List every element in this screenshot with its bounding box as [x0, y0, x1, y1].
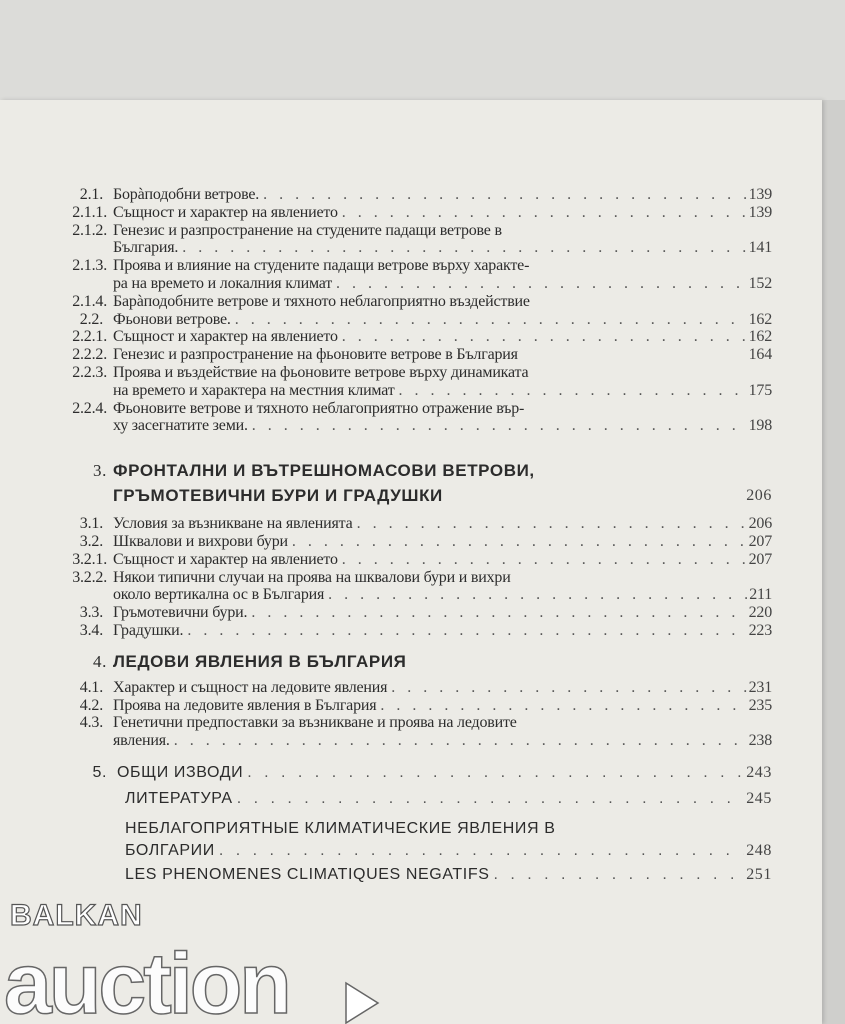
dot-leader	[182, 239, 746, 257]
section-number: 3.2.	[79, 532, 103, 550]
entry-title: Проява и влияние на студените падащи ветрове върху характе-	[113, 257, 530, 275]
page-number: 207	[748, 532, 772, 550]
entry-title: Характер и същност на ледовите явления	[113, 678, 388, 696]
toc-entry	[30, 697, 772, 715]
entry-line	[113, 382, 772, 400]
toc-entry	[30, 346, 772, 364]
entry-line	[113, 586, 772, 604]
entry-line	[125, 864, 772, 886]
dot-leader	[342, 551, 747, 569]
section-number: 3.4.	[79, 621, 103, 639]
entry-line	[113, 239, 772, 257]
page-number: 238	[748, 732, 772, 750]
section-number: 3.1.	[79, 515, 103, 533]
page-number: 223	[748, 621, 772, 639]
page-number: 162	[748, 310, 772, 328]
section-number: 3.3.	[79, 604, 103, 622]
section-number: 2.1.4.	[72, 292, 107, 310]
entry-line	[113, 204, 772, 222]
dot-leader	[493, 864, 744, 886]
page-number: 152	[748, 274, 772, 292]
toc-entry	[30, 604, 772, 622]
entry-title: Същност и характер на явлението	[113, 328, 338, 346]
entry-title: LES PHENOMENES CLIMATIQUES NEGATIFS	[125, 865, 490, 883]
entry-line	[113, 533, 772, 551]
section-number: 4.1.	[79, 678, 103, 696]
toc-entry	[30, 652, 772, 671]
entry-title: Гръмотевични бури.	[113, 604, 248, 622]
toc-entry	[30, 204, 772, 222]
entry-line	[125, 788, 772, 810]
dot-leader	[187, 622, 746, 640]
section-number: 3.2.1.	[72, 550, 107, 568]
toc-entry	[30, 762, 772, 784]
dot-leader	[357, 515, 747, 533]
toc-entry	[30, 551, 772, 569]
section-number: 2.2.4.	[72, 399, 107, 417]
entry-line	[113, 275, 772, 293]
section-number: 2.1.1.	[72, 203, 107, 221]
toc-entry	[30, 818, 772, 862]
entry-title: Проява на ледовите явления в България	[113, 696, 377, 714]
toc-entry	[30, 222, 772, 258]
entry-title: ра на времето и локалния климат	[113, 274, 333, 292]
watermark-bottom: auction	[4, 936, 289, 1024]
section-number	[30, 788, 113, 810]
page-number: 139	[748, 186, 772, 203]
toc-entry	[30, 461, 772, 505]
section-number: 4.3.	[79, 714, 103, 732]
entry-title: явления.	[113, 732, 170, 750]
page-number: 243	[746, 763, 772, 781]
toc-entry	[30, 515, 772, 533]
page-number: 211	[749, 586, 772, 604]
dot-leader	[336, 275, 747, 293]
entry-line	[113, 486, 772, 505]
entry-line	[125, 818, 772, 840]
toc-entry	[30, 186, 772, 204]
page-number: 141	[748, 239, 772, 257]
toc-entry	[30, 311, 772, 329]
entry-line	[113, 652, 772, 671]
entry-title: ЛИТЕРАТУРА	[125, 789, 233, 807]
dot-leader	[237, 788, 745, 810]
entry-line	[117, 762, 772, 784]
section-number: 2.2.3.	[72, 363, 107, 381]
entry-title: Фьонови ветрове.	[113, 310, 231, 328]
dot-leader	[342, 204, 747, 222]
entry-title: България.	[113, 239, 179, 257]
section-number: 4.	[93, 651, 107, 671]
toc-entry	[30, 400, 772, 436]
toc-entry	[30, 533, 772, 551]
watermark-top: BALKAN	[10, 899, 143, 932]
page-number: 245	[746, 789, 772, 807]
entry-line	[113, 732, 772, 750]
entry-title: Същност и характер на явлението	[113, 203, 338, 221]
play-triangle-icon	[346, 983, 378, 1023]
section-number: 5.	[92, 763, 107, 781]
entry-title: ГРЪМОТЕВИЧНИ БУРИ И ГРАДУШКИ	[113, 486, 443, 506]
section-number: 3.2.2.	[72, 568, 107, 586]
entry-title: НЕБЛАГОПРИЯТНЫЕ КЛИМАТИЧЕСКИЕ ЯВЛЕНИЯ В	[125, 819, 556, 837]
page-number: 164	[748, 346, 772, 364]
entry-line	[113, 328, 772, 346]
toc-entry	[30, 328, 772, 346]
entry-title: Същност и характер на явлението	[113, 550, 338, 568]
section-number: 2.2.2.	[72, 346, 107, 364]
toc-entry	[30, 569, 772, 605]
section-number	[30, 818, 113, 862]
section-number: 3.	[93, 461, 107, 481]
entry-line	[113, 364, 772, 382]
balkan-auction-watermark	[0, 895, 400, 1024]
dot-leader	[252, 417, 747, 435]
entry-title: Барàподобните ветрове и тяхното неблагоприятно въздействие	[113, 292, 530, 310]
entry-title: ОБЩИ ИЗВОДИ	[117, 763, 244, 781]
entry-title: Условия за възникване на явленията	[113, 515, 353, 533]
entry-title: Някои типични случаи на проява на шквалови бури и вихри	[113, 568, 511, 586]
entry-title: Проява и въздействие на фьоновите ветрове върху динамиката	[113, 363, 529, 381]
toc-entry	[30, 257, 772, 293]
dot-leader	[391, 679, 746, 697]
entry-title: Борàподобни ветрове.	[113, 186, 260, 203]
section-number	[30, 864, 113, 886]
dot-leader	[263, 186, 746, 204]
entry-line	[113, 697, 772, 715]
entry-line	[113, 222, 772, 240]
dot-leader	[399, 382, 747, 400]
section-number: 2.2.1.	[72, 328, 107, 346]
section-number: 4.2.	[79, 696, 103, 714]
entry-title: около вертикална ос в България	[113, 586, 325, 604]
entry-title: ЛЕДОВИ ЯВЛЕНИЯ В БЪЛГАРИЯ	[113, 651, 407, 671]
entry-title: ху засегнатите земи.	[113, 417, 248, 435]
section-number: 2.1.3.	[72, 257, 107, 275]
page-number: 206	[748, 515, 772, 533]
entry-title: Генезис и разпространение на студените падащи ветрове в	[113, 221, 502, 239]
page-number: 207	[748, 550, 772, 568]
page-number: 162	[748, 328, 772, 346]
entry-title: Фьоновите ветрове и тяхното неблагоприятно отражение вър-	[113, 399, 525, 417]
entry-line	[113, 714, 772, 732]
entry-title: Шквалови и вихрови бури	[113, 532, 288, 550]
page-number: 231	[748, 678, 772, 696]
entry-line	[113, 400, 772, 418]
toc-entry	[30, 679, 772, 697]
entry-line	[113, 461, 772, 480]
dot-leader	[292, 533, 747, 551]
entry-title: Генезис и разпространение на фьоновите ветрове в България	[113, 346, 518, 364]
page-number: 248	[746, 841, 772, 859]
entry-title: Генетични предпоставки за възникване и проява на ледовите	[113, 714, 517, 732]
entry-line	[113, 679, 772, 697]
section-number: 2.2.	[79, 310, 103, 328]
entry-line	[113, 604, 772, 622]
toc-entry	[30, 788, 772, 810]
dot-leader	[251, 604, 746, 622]
table-of-contents	[30, 186, 772, 886]
entry-line	[113, 569, 772, 587]
entry-line	[113, 622, 772, 640]
toc-entry	[30, 622, 772, 640]
entry-line	[113, 186, 772, 204]
entry-line	[125, 840, 772, 862]
page-number: 175	[748, 381, 772, 399]
entry-line	[113, 293, 772, 311]
dot-leader	[342, 328, 747, 346]
page-number: 139	[748, 203, 772, 221]
section-number: 2.1.	[79, 186, 103, 203]
toc-entry	[30, 864, 772, 886]
entry-title: на времето и характера на местния климат	[113, 381, 395, 399]
page-number: 206	[746, 487, 772, 505]
entry-line	[113, 515, 772, 533]
entry-line	[113, 346, 772, 364]
dot-leader	[174, 732, 747, 750]
toc-entry	[30, 293, 772, 311]
dot-leader	[235, 311, 747, 329]
dot-leader	[219, 840, 744, 862]
background-surface	[0, 0, 845, 100]
toc-entry	[30, 714, 772, 750]
entry-line	[113, 551, 772, 569]
entry-title: ФРОНТАЛНИ И ВЪТРЕШНОМАСОВИ ВЕТРОВИ,	[113, 461, 535, 481]
dot-leader	[247, 762, 744, 784]
page-number: 251	[746, 865, 772, 883]
entry-line	[113, 311, 772, 329]
page-number: 198	[748, 417, 772, 435]
dot-leader	[380, 697, 746, 715]
page-number: 220	[748, 604, 772, 622]
toc-entry	[30, 364, 772, 400]
entry-title: БОЛГАРИИ	[125, 841, 215, 859]
entry-line	[113, 417, 772, 435]
section-number: 2.1.2.	[72, 221, 107, 239]
entry-line	[113, 257, 772, 275]
entry-title: Градушки.	[113, 621, 184, 639]
dot-leader	[328, 586, 747, 604]
page-number: 235	[748, 696, 772, 714]
